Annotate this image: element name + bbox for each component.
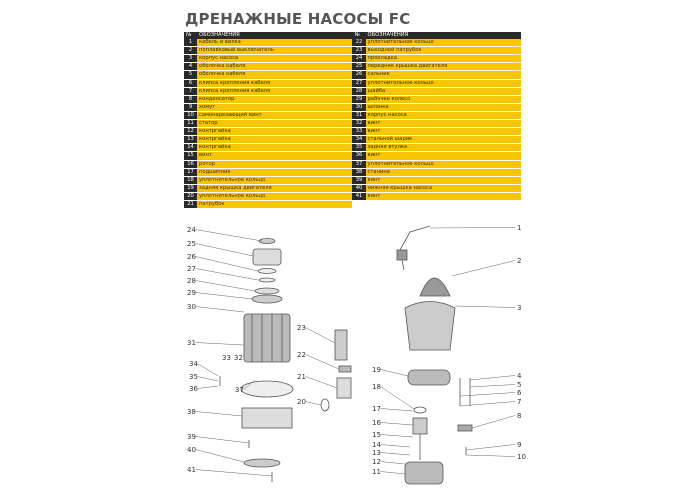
part-number: 37 xyxy=(352,160,365,168)
part-number: 10 xyxy=(184,111,197,119)
callout-leader xyxy=(306,355,339,370)
callout-label: 9 xyxy=(517,441,522,449)
callout-leader xyxy=(472,416,515,429)
part-label: сальник xyxy=(366,71,521,79)
callout-label: 17 xyxy=(372,405,381,413)
part-label: статор xyxy=(197,120,352,128)
part-label: рабочее колесо xyxy=(366,95,521,103)
part-label: стальной шарик xyxy=(366,136,521,144)
callout-label: 1 xyxy=(517,224,522,232)
part-label: оболочка кабеля xyxy=(197,71,352,79)
callout-leader xyxy=(196,437,249,444)
callout-leader xyxy=(460,393,515,397)
part-number: 6 xyxy=(184,79,197,87)
part-label: задняя крышка двигателя xyxy=(197,184,352,192)
part-number: 15 xyxy=(184,152,197,160)
callout-leader xyxy=(452,261,515,277)
page-title: ДРЕНАЖНЫЕ НАСОСЫ FC xyxy=(185,10,411,28)
callout-label: 11 xyxy=(372,468,381,476)
callout-leader xyxy=(306,402,321,406)
part-label: винт xyxy=(366,152,521,160)
callout-leader xyxy=(196,307,244,313)
part-label: винт xyxy=(366,128,521,136)
callout-label: 2 xyxy=(517,257,522,265)
part-number: 1 xyxy=(184,39,197,47)
callout-label: 22 xyxy=(297,351,306,359)
callout-label: 37 xyxy=(235,386,244,394)
part-number: 36 xyxy=(352,152,365,160)
part-number: 14 xyxy=(184,144,197,152)
part-label: конденсатор xyxy=(197,95,352,103)
callout-leader xyxy=(381,445,410,448)
callout-leader xyxy=(198,377,218,382)
part-number: 12 xyxy=(184,128,197,136)
part-number: 34 xyxy=(352,136,365,144)
header-num: № xyxy=(352,32,365,39)
callout-label: 8 xyxy=(517,412,522,420)
part-number: 23 xyxy=(352,47,365,55)
callout-label: 14 xyxy=(372,441,381,449)
callout-leader xyxy=(381,435,413,438)
part-label: контргайка xyxy=(197,128,352,136)
callout-label: 32 xyxy=(234,354,243,362)
callout-leader xyxy=(196,450,244,463)
callout-leader xyxy=(466,445,515,451)
part-label: ротор xyxy=(197,160,352,168)
part-number: 2 xyxy=(184,47,197,55)
outlet-assembly xyxy=(321,330,351,411)
part-label: прокладка xyxy=(366,55,521,63)
callout-label: 27 xyxy=(187,265,196,273)
part-label: уплотнительное кольцо xyxy=(366,39,521,47)
part-number: 20 xyxy=(184,192,197,200)
callout-label: 29 xyxy=(187,289,196,297)
callout-leader xyxy=(196,281,255,292)
callout-leader xyxy=(381,472,405,475)
callout-leader xyxy=(381,387,414,410)
callout-label: 36 xyxy=(189,385,198,393)
part-label: клипса крепления кабеля xyxy=(197,87,352,95)
header-label: ОБОЗНАЧЕНИЯ xyxy=(197,32,352,39)
callout-label: 24 xyxy=(187,226,196,234)
callout-label: 20 xyxy=(297,398,306,406)
part-label: контргайка xyxy=(197,144,352,152)
callout-leader xyxy=(198,386,218,389)
callout-leader xyxy=(198,364,218,377)
callout-label: 19 xyxy=(372,366,381,374)
callout-label: 10 xyxy=(517,453,526,461)
callout-label: 38 xyxy=(187,408,196,416)
part-number: 24 xyxy=(352,55,365,63)
part-label: патрубок xyxy=(197,200,352,208)
callout-leader xyxy=(196,244,253,257)
part-label: уплотнительное кольцо xyxy=(366,160,521,168)
part-label: передняя крышка двигателя xyxy=(366,63,521,71)
callout-label: 30 xyxy=(187,303,196,311)
part-label: винт xyxy=(366,120,521,128)
callout-label: 26 xyxy=(187,253,196,261)
part-number: 35 xyxy=(352,144,365,152)
callout-label: 39 xyxy=(187,433,196,441)
callout-label: 41 xyxy=(187,466,196,474)
callout-label: 7 xyxy=(517,398,522,406)
callout-leader xyxy=(196,470,272,477)
part-label: винт xyxy=(366,192,521,200)
part-number: 4 xyxy=(184,63,197,71)
callout-leader xyxy=(196,293,252,300)
part-number: 13 xyxy=(184,136,197,144)
part-number: 39 xyxy=(352,176,365,184)
callout-label: 35 xyxy=(189,373,198,381)
pump-right-assembly xyxy=(397,226,472,484)
part-number: 41 xyxy=(352,192,365,200)
callout-leader xyxy=(381,370,408,377)
callout-layer xyxy=(187,224,526,476)
callout-leader xyxy=(306,328,335,344)
callout-label: 25 xyxy=(187,240,196,248)
callout-label: 5 xyxy=(517,381,522,389)
part-label: контргайка xyxy=(197,136,352,144)
part-label: клипса крепления кабеля xyxy=(197,79,352,87)
part-number: 16 xyxy=(184,160,197,168)
part-label: станина xyxy=(366,168,521,176)
part-label: корпус насоса xyxy=(366,111,521,119)
callout-label: 23 xyxy=(297,324,306,332)
callout-leader xyxy=(470,385,515,388)
callout-leader xyxy=(196,257,258,272)
part-number: 8 xyxy=(184,95,197,103)
callout-label: 34 xyxy=(189,360,198,368)
part-number: 11 xyxy=(184,120,197,128)
callout-label: 4 xyxy=(517,372,522,380)
part-label: подшипник xyxy=(197,168,352,176)
callout-leader xyxy=(430,228,515,229)
part-number: 3 xyxy=(184,55,197,63)
part-number: 5 xyxy=(184,71,197,79)
part-label: выходной патрубок xyxy=(366,47,521,55)
callout-label: 21 xyxy=(297,373,306,381)
part-number: 25 xyxy=(352,63,365,71)
callout-label: 13 xyxy=(372,449,381,457)
callout-leader xyxy=(381,409,413,412)
callout-label: 15 xyxy=(372,431,381,439)
callout-leader xyxy=(381,423,413,426)
callout-label: 18 xyxy=(372,383,381,391)
part-number: 33 xyxy=(352,128,365,136)
part-number: 17 xyxy=(184,168,197,176)
part-label: хомут xyxy=(197,103,352,111)
header-num: № xyxy=(184,32,197,39)
callout-label: 31 xyxy=(187,339,196,347)
part-label: оболочка кабеля xyxy=(197,63,352,71)
part-label: кабель и вилка xyxy=(197,39,352,47)
part-number: 32 xyxy=(352,120,365,128)
callout-leader xyxy=(470,376,515,381)
part-label: уплотнительное кольцо xyxy=(366,79,521,87)
part-number: 40 xyxy=(352,184,365,192)
part-label: самонарезающий винт xyxy=(197,111,352,119)
callout-leader xyxy=(196,269,258,281)
part-label: шайба xyxy=(366,87,521,95)
callout-label: 40 xyxy=(187,446,196,454)
part-label: поплавковый выключатель xyxy=(197,47,352,55)
part-number: 21 xyxy=(184,200,197,208)
callout-leader xyxy=(306,377,337,389)
part-label: задняя втулка xyxy=(366,144,521,152)
header-label: ОБОЗНАЧЕНИЯ xyxy=(366,32,521,39)
part-number: 26 xyxy=(352,71,365,79)
callout-leader xyxy=(196,230,262,242)
callout-label: 33 xyxy=(222,354,231,362)
part-label: нижняя крышка насоса xyxy=(366,184,521,192)
part-number: 19 xyxy=(184,184,197,192)
part-number: 27 xyxy=(352,79,365,87)
part-label: винт xyxy=(366,176,521,184)
part-number: 29 xyxy=(352,95,365,103)
part-label: уплотнительное кольцо xyxy=(197,192,352,200)
part-number: 28 xyxy=(352,87,365,95)
callout-leader xyxy=(196,343,244,346)
part-label: винт xyxy=(197,152,352,160)
callout-label: 6 xyxy=(517,389,522,397)
part-number: 9 xyxy=(184,103,197,111)
part-label: корпус насоса xyxy=(197,55,352,63)
callout-leader xyxy=(466,455,515,457)
part-number: 38 xyxy=(352,168,365,176)
part-number: 18 xyxy=(184,176,197,184)
part-label: шпонка xyxy=(366,103,521,111)
part-number: 31 xyxy=(352,111,365,119)
callout-leader xyxy=(455,306,515,308)
callout-label: 16 xyxy=(372,419,381,427)
callout-leader xyxy=(381,453,410,456)
callout-leader xyxy=(460,402,515,407)
part-label: уплотнительное кольцо xyxy=(197,176,352,184)
callout-label: 12 xyxy=(372,458,381,466)
callout-leader xyxy=(196,412,242,417)
callout-label: 28 xyxy=(187,277,196,285)
callout-leader xyxy=(381,462,405,465)
part-number: 7 xyxy=(184,87,197,95)
part-number: 30 xyxy=(352,103,365,111)
part-number: 22 xyxy=(352,39,365,47)
callout-label: 3 xyxy=(517,304,522,312)
